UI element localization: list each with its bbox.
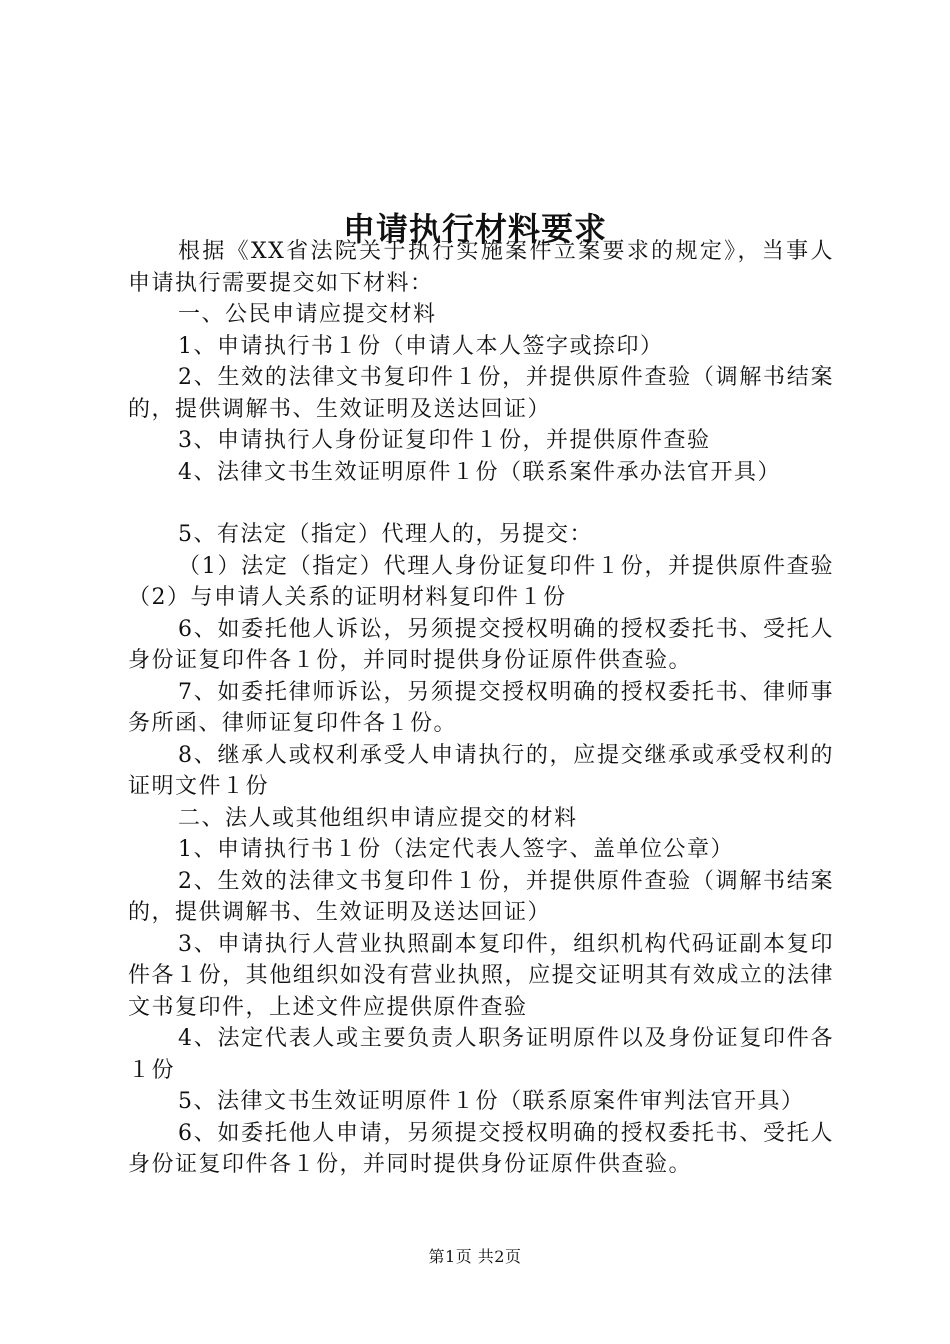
list-item: 5、法律文书生效证明原件１份（联系原案件审判法官开具） bbox=[178, 1089, 805, 1114]
list-item: 3、申请执行人身份证复印件１份，并提供原件查验 bbox=[178, 428, 711, 453]
intro-paragraph: 根据《XX省法院关于执行实施案件立案要求的规定》，当事人申请执行需要提交如下材料： bbox=[128, 239, 834, 296]
section-heading-organization: 二、法人或其他组织申请应提交的材料 bbox=[178, 805, 578, 831]
list-item: 2、生效的法律文书复印件１份，并提供原件查验（调解书结案的，提供调解书、生效证明及送达回证） bbox=[128, 868, 834, 925]
list-item: 1、申请执行书１份（申请人本人签字或捺印） bbox=[178, 333, 664, 359]
list-item: 5、有法定（指定）代理人的，另提交： bbox=[178, 522, 593, 547]
list-item: 1、申请执行书１份（法定代表人签字、盖单位公章） bbox=[178, 837, 734, 862]
list-item: 4、法律文书生效证明原件１份（联系案件承办法官开具） bbox=[178, 459, 781, 485]
list-item: （1）法定（指定）代理人身份证复印件１份，并提供原件查验（2）与申请人关系的证明材料复印件１份 bbox=[128, 553, 834, 610]
list-item: 6、如委托他人申请，另须提交授权明确的授权委托书、受托人身份证复印件各１份，并同时提供身份证原件供查验。 bbox=[128, 1120, 834, 1177]
list-item: 3、申请执行人营业执照副本复印件，组织机构代码证副本复印件各１份，其他组织如没有营业执照，应提交证明其有效成立的法律文书复印件，上述文件应提供原件查验 bbox=[128, 931, 834, 1020]
list-item: 4、法定代表人或主要负责人职务证明原件以及身份证复印件各１份 bbox=[128, 1026, 834, 1083]
page-title: 申请执行材料要求 bbox=[342, 210, 607, 249]
list-item: 7、如委托律师诉讼，另须提交授权明确的授权委托书、律师事务所函、律师证复印件各１份。 bbox=[128, 679, 834, 736]
section-heading-citizen: 一、公民申请应提交材料 bbox=[178, 302, 437, 327]
document-body bbox=[128, 236, 834, 1181]
list-item: 2、生效的法律文书复印件１份，并提供原件查验（调解书结案的，提供调解书、生效证明及送达回证） bbox=[128, 365, 834, 422]
page-number-footer: 第1页 共2页 bbox=[428, 1247, 522, 1266]
list-item: 8、继承人或权利承受人申请执行的，应提交继承或承受权利的证明文件１份 bbox=[128, 742, 834, 799]
list-item: 6、如委托他人诉讼，另须提交授权明确的授权委托书、受托人身份证复印件各１份，并同时提供身份证原件供查验。 bbox=[128, 616, 834, 673]
